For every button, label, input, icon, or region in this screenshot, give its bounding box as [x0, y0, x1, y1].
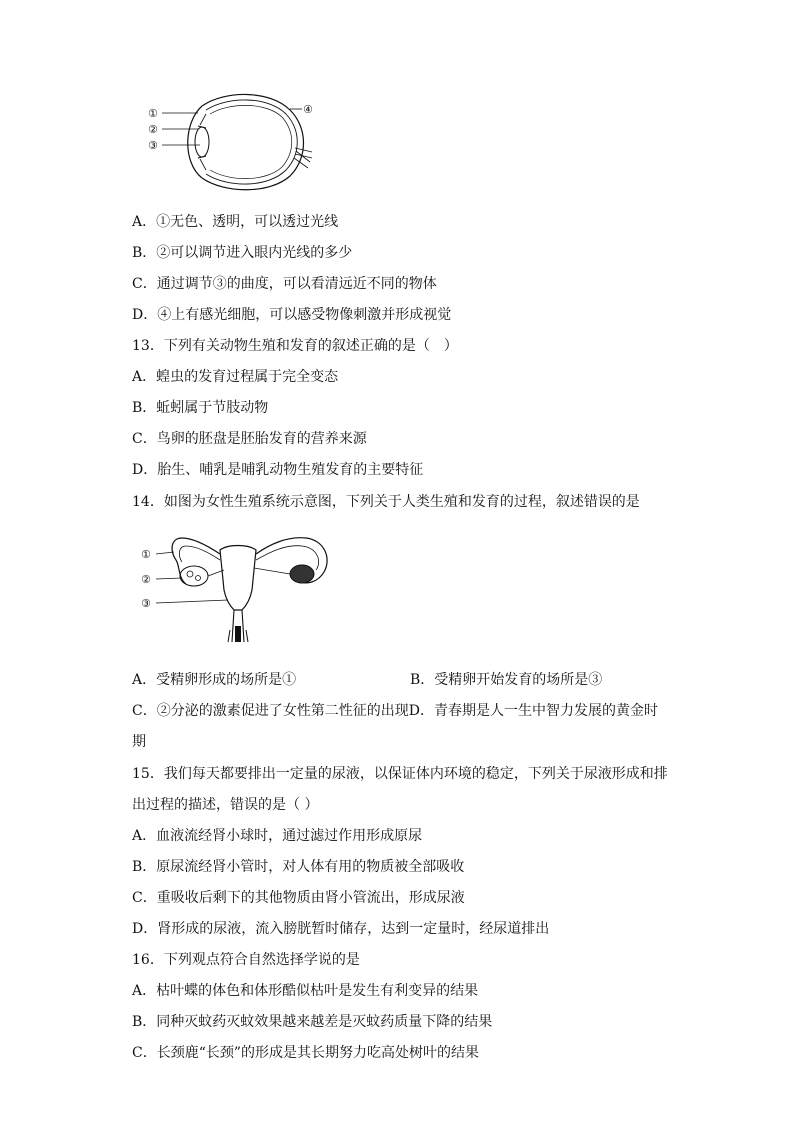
q12-option-c[interactable]: C．通过调节③的曲度，可以看清远近不同的物体	[132, 276, 437, 292]
q15-option-d[interactable]: D．肾形成的尿液，流入膀胱暂时储存，达到一定量时，经尿道排出	[132, 921, 550, 937]
q12-option-d[interactable]: D．④上有感光细胞，可以感受物像刺激并形成视觉	[132, 307, 452, 323]
q14-options-row-2	[132, 701, 672, 721]
q13-option-a[interactable]: A．蝗虫的发育过程属于完全变态	[132, 369, 339, 385]
q15-stem-line-1: 15．我们每天都要排出一定量的尿液，以保证体内环境的稳定，下列关于尿液形成和排	[132, 766, 668, 782]
q13-option-c[interactable]: C．鸟卵的胚盘是胚胎发育的营养来源	[132, 431, 367, 447]
q14-option-d-continued: 期	[132, 734, 146, 750]
eyeball-diagram	[140, 92, 340, 192]
repro-label-2: ②	[141, 573, 151, 586]
eye-label-1: ①	[148, 107, 158, 120]
q15-option-c[interactable]: C．重吸收后剩下的其他物质由肾小管流出，形成尿液	[132, 890, 465, 906]
q16-option-a[interactable]: A．枯叶蝶的体色和体形酷似枯叶是发生有利变异的结果	[132, 983, 479, 999]
eye-label-3: ③	[148, 139, 158, 152]
q12-option-b[interactable]: B．②可以调节进入眼内光线的多少	[132, 245, 353, 261]
repro-label-1: ①	[141, 548, 151, 561]
q13-option-d[interactable]: D．胎生、哺乳是哺乳动物生殖发育的主要特征	[132, 462, 424, 478]
q13-stem: 13．下列有关动物生殖和发育的叙述正确的是（ ）	[132, 338, 458, 354]
q14-stem: 14．如图为女性生殖系统示意图，下列关于人类生殖和发育的过程，叙述错误的是	[132, 494, 640, 510]
q15-stem-line-2: 出过程的描述，错误的是（ ）	[132, 797, 319, 813]
reproductive-svg	[138, 530, 338, 650]
eye-label-2: ②	[148, 123, 158, 136]
eye-label-4: ④	[303, 103, 313, 116]
q14-option-b[interactable]: B．受精卵开始发育的场所是③	[410, 672, 603, 688]
q14-option-d[interactable]: D．青春期是人一生中智力发展的黄金时	[408, 703, 658, 719]
q16-option-b[interactable]: B．同种灭蚊药灭蚊效果越来越差是灭蚊药质量下降的结果	[132, 1014, 493, 1030]
q15-option-b[interactable]: B．原尿流经肾小管时，对人体有用的物质被全部吸收	[132, 859, 465, 875]
q14-option-a[interactable]: A．受精卵形成的场所是①	[132, 672, 297, 688]
q14-option-c[interactable]: C．②分泌的激素促进了女性第二性征的出现	[132, 703, 409, 719]
q15-option-a[interactable]: A．血液流经肾小球时，通过滤过作用形成原尿	[132, 828, 423, 844]
q16-stem: 16．下列观点符合自然选择学说的是	[132, 952, 360, 968]
eyeball-svg	[140, 92, 340, 192]
repro-label-3: ③	[141, 597, 151, 610]
female-reproductive-diagram	[138, 530, 338, 650]
q12-option-a[interactable]: A．①无色、透明，可以透过光线	[132, 214, 339, 230]
q16-option-c[interactable]: C．长颈鹿“长颈”的形成是其长期努力吃高处树叶的结果	[132, 1045, 480, 1061]
q14-options-row-1	[132, 670, 672, 690]
q13-option-b[interactable]: B．蚯蚓属于节肢动物	[132, 400, 269, 416]
